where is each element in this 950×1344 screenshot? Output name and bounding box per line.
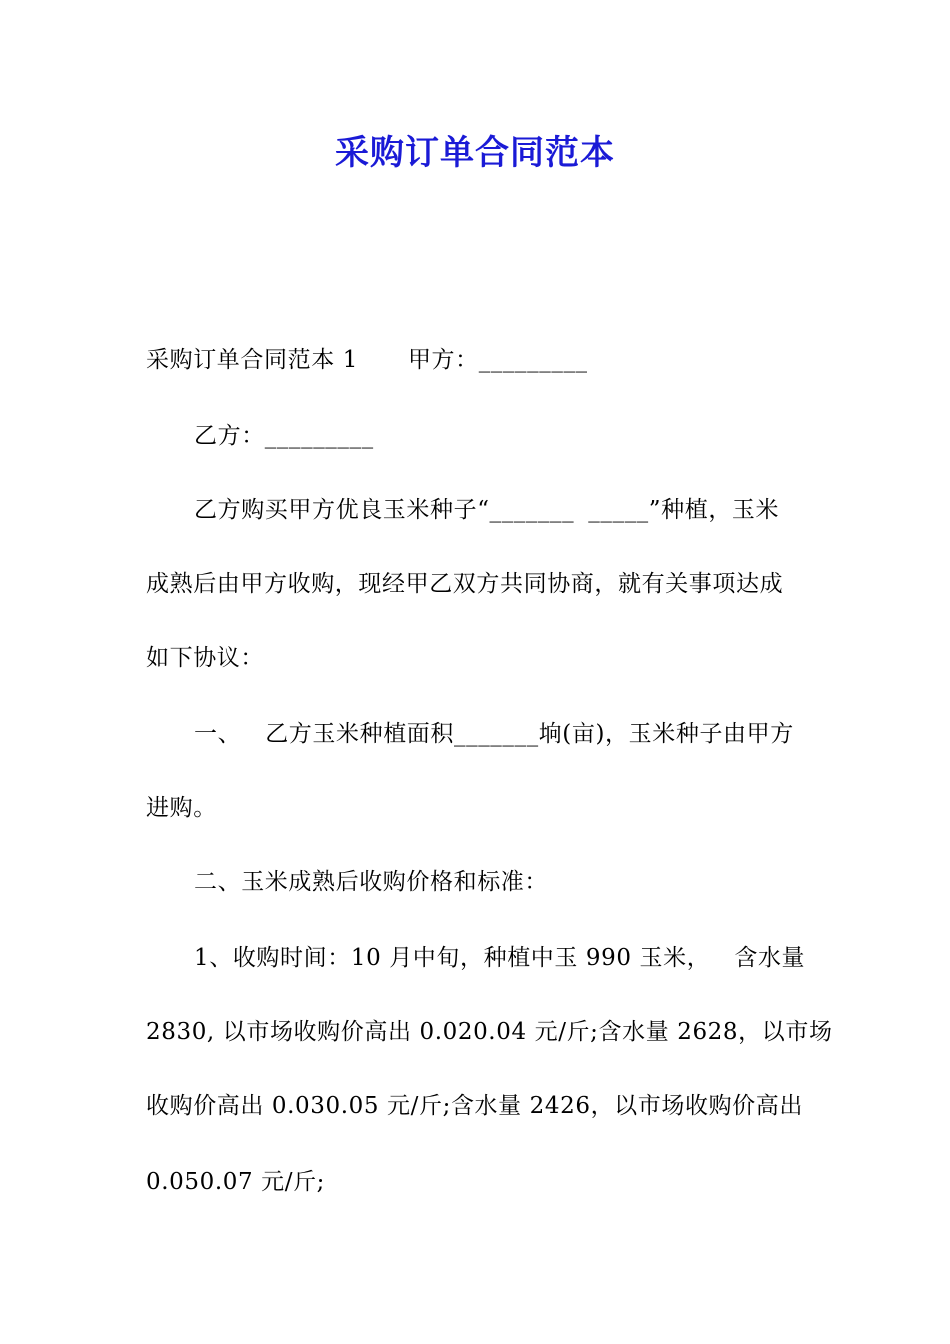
party-a-field: 甲方：_________	[407, 347, 588, 373]
clause-number: 一、	[194, 721, 242, 747]
paragraph-line	[194, 938, 864, 978]
clause-two-heading: 二、玉米成熟后收购价格和标准：	[194, 869, 548, 895]
contract-heading: 采购订单合同范本 1	[146, 347, 358, 373]
paragraph-line: 收购价高出 0.030.05 元/斤;含水量 2426，以市场收购价高出	[146, 1093, 803, 1119]
text-span: 含水量	[734, 945, 806, 971]
clause-text: 乙方玉米种植面积_______垧(亩)，玉米种子由甲方	[265, 721, 794, 747]
paragraph-line: 如下协议：	[146, 645, 264, 671]
paragraph-line	[194, 490, 864, 530]
contract-heading-line	[146, 340, 816, 380]
text-span: 乙方购买甲方优良玉米种子“_______	[194, 497, 575, 523]
paragraph-line: 2830, 以市场收购价高出 0.020.04 元/斤;含水量 2628，以市场	[146, 1019, 833, 1045]
clause-one-line	[194, 714, 864, 754]
document-title: 采购订单合同范本	[335, 133, 615, 173]
paragraph-line: 0.050.07 元/斤;	[146, 1169, 326, 1195]
text-span: _____”种植，玉米	[588, 497, 780, 523]
paragraph-line: 成熟后由甲方收购，现经甲乙双方共同协商，就有关事项达成	[146, 571, 784, 597]
paragraph-line: 进购。	[146, 795, 217, 821]
party-b-field: 乙方：_________	[194, 423, 374, 449]
text-span: 1、收购时间：10 月中旬，种植中玉 990 玉米，	[194, 945, 711, 971]
